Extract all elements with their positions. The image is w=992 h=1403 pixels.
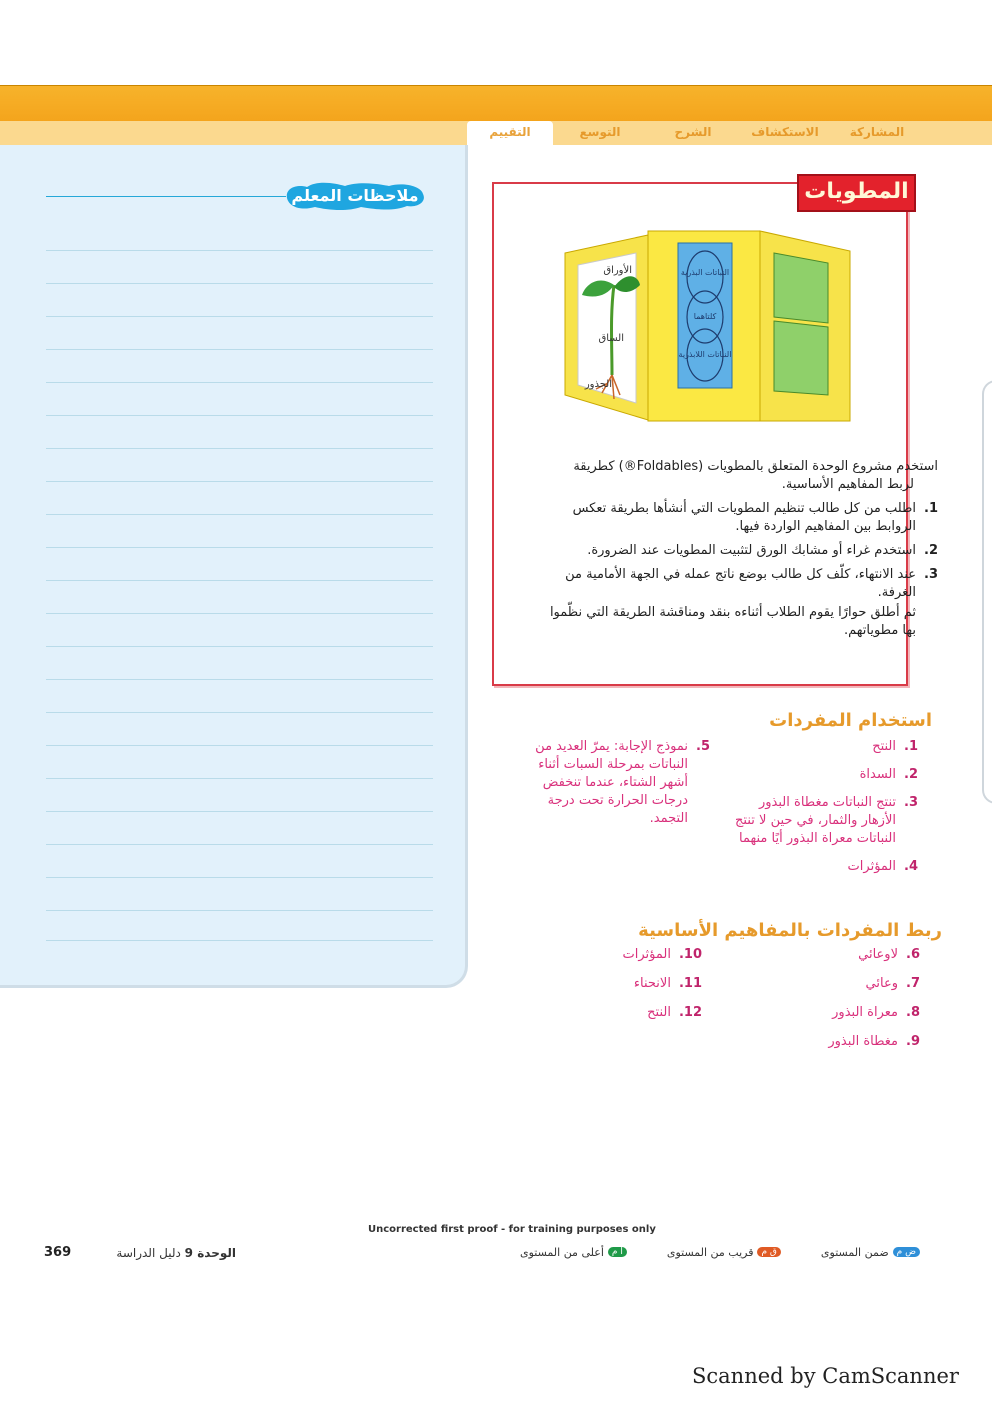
level-on [821,1246,920,1259]
foldables-intro [498,458,938,494]
page-edge-tab [982,380,992,804]
vocab-link-item [780,946,920,964]
vocab-number: 3. [904,795,918,810]
step-number: 1. [924,501,938,516]
vocab-answer-line: أشهر الشتاء، عندما تنخفض [542,775,688,790]
vocab-link-left-column [580,946,702,1022]
vocab-answer-line: النباتات بمرحلة السبات أثناء [538,757,688,772]
label-both: كلتاهما [693,312,717,321]
note-line[interactable] [46,745,433,746]
vocab-answer: مغطاة البذور [828,1034,898,1049]
level-legend [520,1242,920,1262]
notes-title: ملاحظات المعلم [291,186,419,205]
vocab-answer-line: النباتات معراة البذور أيًا منهما [739,831,896,846]
note-line[interactable] [46,613,433,614]
vocab-answer: معراة البذور [832,1005,898,1020]
foldables-steps [498,500,938,640]
note-line[interactable] [46,514,433,515]
step-item [498,500,938,536]
vocab-answer: النتح [647,1005,671,1020]
vocab-number: 10. [678,947,702,962]
vocab-answer-line: تنتج النباتات مغطاة البذور [759,795,896,810]
level-beyond-badge: أ م [608,1247,627,1257]
vocab-number: 1. [904,739,918,754]
vocab-answer-line: الأزهار والثمار، في حين لا تنتج [735,813,896,828]
level-approaching-badge: ق م [757,1247,780,1257]
level-on-label: ضمن المستوى [820,1245,889,1259]
intro-line-1: استخدم مشروع الوحدة المتعلق بالمطويات (Foldables®) كطريقة [573,459,938,474]
label-seed-plants: النباتات البذرية [680,268,730,277]
note-line[interactable] [46,547,433,548]
note-line[interactable] [46,448,433,449]
vocab-number: 5. [696,739,710,754]
label-leaves: الأوراق [603,265,632,276]
step-line: الغرفة. [877,585,916,600]
note-line[interactable] [46,415,433,416]
level-approaching-label: قريب من المستوى [666,1245,754,1259]
tab-explain[interactable]: الشرح [674,125,712,139]
step-item [498,566,938,602]
note-line[interactable] [46,910,433,911]
note-line[interactable] [46,250,433,251]
note-line[interactable] [46,283,433,284]
level-beyond [520,1246,627,1259]
closing-line: بها مطوياتهم. [843,623,916,638]
label-roots: الجذور [584,379,612,390]
vocab-number: 6. [906,947,920,962]
vocab-answer: السداة [859,767,896,782]
vocab-item [700,858,918,876]
vocab-use-right-column [700,738,918,876]
vocab-number: 7. [906,976,920,991]
vocab-item [505,738,710,828]
vocab-use-left-column [505,738,710,828]
note-line[interactable] [46,679,433,680]
vocab-item [700,738,918,756]
proof-notice: Uncorrected first proof - for training purposes only [368,1224,656,1235]
page-number: 369 [44,1245,72,1260]
vocab-number: 12. [678,1005,702,1020]
step-line: عند الانتهاء، كلّف كل طالب بوضع ناتج عمله في الجهة الأمامية من [565,567,916,582]
note-line[interactable] [46,382,433,383]
vocab-answer-line: درجات الحرارة تحت درجة [547,793,688,808]
closing-text [498,604,938,640]
vocab-link-item [780,975,920,993]
teacher-notes-panel [0,145,468,988]
camscanner-watermark: Scanned by CamScanner [692,1364,959,1388]
vocab-link-heading: ربط المفردات بالمفاهيم الأساسية [638,920,942,941]
step-line: الروابط بين المفاهيم الواردة فيها. [735,519,916,534]
vocab-item [700,766,918,784]
note-line[interactable] [46,316,433,317]
vocab-use-heading: استخدام المفردات [769,710,932,731]
unit-prefix: الوحدة 9 [184,1246,236,1260]
vocab-answer: الانحناء [633,976,671,991]
note-line[interactable] [46,712,433,713]
vocab-answer: النتح [872,739,896,754]
vocab-answer: المؤثرات [622,947,671,962]
tab-engage[interactable]: المشاركة [849,125,905,139]
vocab-answer: المؤثرات [847,859,896,874]
vocab-link-item [580,975,702,993]
vocab-answer: لاوعائي [858,947,898,962]
vocab-number: 4. [904,859,918,874]
note-line[interactable] [46,646,433,647]
vocab-link-item [780,1033,920,1051]
level-beyond-label: أعلى من المستوى [520,1245,604,1259]
vocab-link-item [580,1004,702,1022]
note-line[interactable] [46,481,433,482]
note-line[interactable] [46,940,433,941]
level-on-badge: ض م [893,1247,920,1257]
level-approaching [667,1246,781,1259]
unit-suffix: دليل الدراسة [116,1246,181,1260]
note-line[interactable] [46,580,433,581]
step-item [498,542,938,560]
vocab-link-right-column [780,946,920,1051]
step-number: 3. [924,567,938,582]
notes-title-rule [46,196,286,197]
closing-line: ثم أطلق حوارًا يقوم الطلاب أثناءه بنقد ومناقشة الطريقة التي نظّموا [549,605,916,620]
foldable-illustration [560,225,860,425]
tab-assessment[interactable]: التقييم [467,121,553,145]
intro-line-2: لربط المفاهيم الأساسية. [781,477,914,492]
vocab-number: 9. [906,1034,920,1049]
vocab-link-item [580,946,702,964]
vocab-number: 2. [904,767,918,782]
note-line[interactable] [46,844,433,845]
tab-explore[interactable]: الاستكشاف [751,125,819,139]
label-seedless-plants: النباتات اللابذرية [678,350,732,359]
step-line: استخدم غراء أو مشابك الورق لتثبيت المطويات عند الضرورة. [587,543,916,558]
note-line[interactable] [46,877,433,878]
foldables-title: المطويات [797,174,916,212]
vocab-answer-line: نموذج الإجابة: يمرّ العديد من [535,739,688,754]
note-line[interactable] [46,349,433,350]
vocab-number: 11. [678,976,702,991]
vocab-answer: وعائي [865,976,898,991]
step-number: 2. [924,543,938,558]
header-orange-bar [0,85,992,122]
tab-extend[interactable]: التوسع [579,125,621,139]
step-line: اطلب من كل طالب تنظيم المطويات التي أنشأها بطريقة تعكس [572,501,916,516]
vocab-number: 8. [906,1005,920,1020]
note-line[interactable] [46,778,433,779]
unit-label [96,1246,236,1260]
vocab-answer-line: التجمد. [649,811,688,826]
vocab-item [700,794,918,848]
label-stem: الساق [598,333,624,344]
note-line[interactable] [46,811,433,812]
vocab-link-item [780,1004,920,1022]
